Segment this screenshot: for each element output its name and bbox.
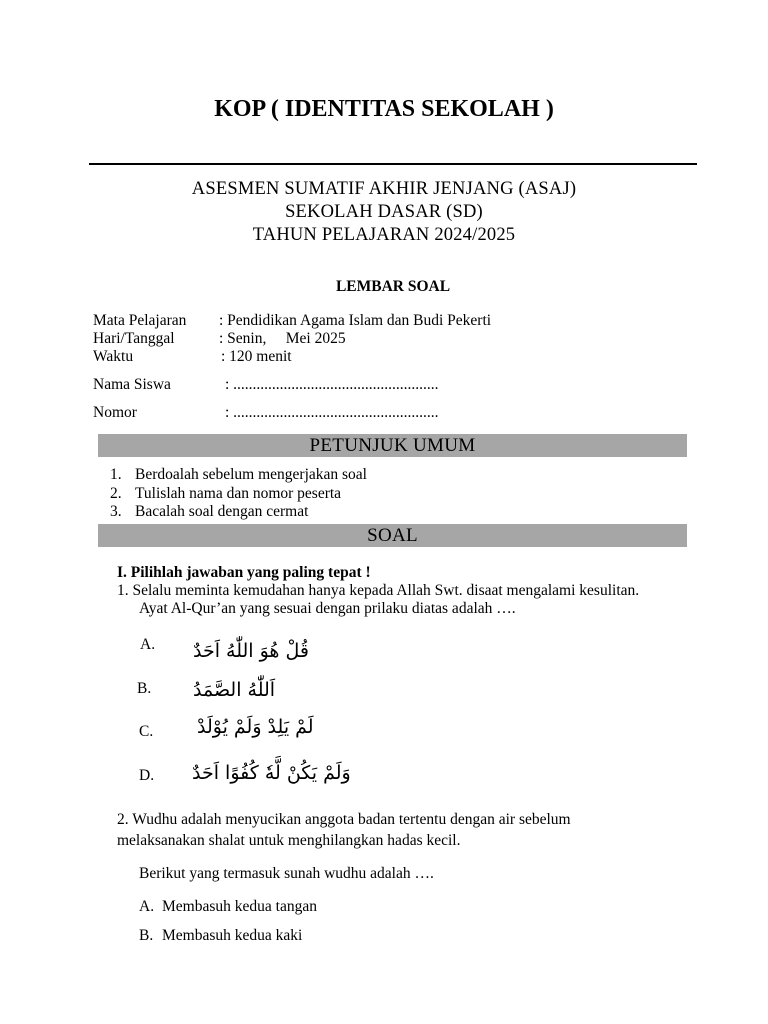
lembar-soal-title: LEMBAR SOAL [335, 278, 451, 295]
info-mapel-label: Mata Pelajaran [93, 312, 187, 329]
header-divider [89, 163, 697, 165]
q2-option-a-letter: A. [139, 898, 155, 915]
section-title: I. Pilihlah jawaban yang paling tepat ! [117, 564, 371, 581]
info-nama-label: Nama Siswa [93, 376, 171, 393]
soal-header: SOAL [98, 524, 687, 547]
info-nama [93, 376, 439, 394]
question-2-line3: Berikut yang termasuk sunah wudhu adalah …. [139, 865, 434, 882]
info-waktu-label: Waktu [93, 348, 134, 365]
option-b-arabic: اَللّٰهُ الصَّمَدُ [193, 679, 276, 701]
q2-option-a [139, 897, 317, 917]
info-mapel [93, 312, 491, 330]
petunjuk-umum-header: PETUNJUK UMUM [98, 434, 687, 457]
q2-option-b [139, 926, 302, 946]
q2-option-a-text: Membasuh kedua tangan [162, 898, 317, 915]
option-c-letter: C. [139, 723, 154, 740]
info-waktu-value: : 120 menit [221, 348, 292, 365]
info-nama-value: : ..................................................... [225, 376, 439, 393]
option-d-arabic: وَلَمْ يَكُنْ لَّهٗ كُفُوًا اَحَدٌ [192, 762, 351, 784]
q2-option-b-letter: B. [139, 927, 154, 944]
option-a-letter: A. [140, 636, 156, 653]
option-d-letter: D. [139, 767, 155, 784]
option-b-letter: B. [137, 680, 152, 697]
question-1-line2: Ayat Al-Qur’an yang sesuai dengan prilaku diatas adalah …. [139, 600, 516, 617]
info-hari-label: Hari/Tanggal [93, 330, 175, 347]
question-2-line1: 2. Wudhu adalah menyucikan anggota badan tertentu dengan air sebelum [117, 811, 571, 828]
petunjuk-list [110, 466, 367, 522]
info-nomor [93, 404, 439, 422]
question-2-line2: melaksanakan shalat untuk menghilangkan hadas kecil. [117, 832, 461, 849]
exam-header [0, 178, 768, 247]
info-waktu [93, 348, 292, 366]
school-level: SEKOLAH DASAR (SD) [285, 202, 483, 222]
list-item: 2. Tulislah nama dan nomor peserta [110, 484, 342, 502]
academic-year: TAHUN PELAJARAN 2024/2025 [252, 225, 516, 245]
info-hari-value: : Senin, Mei 2025 [219, 330, 346, 347]
info-nomor-value: : ..................................................... [225, 404, 439, 421]
info-hari [93, 330, 346, 348]
info-nomor-label: Nomor [93, 404, 137, 421]
list-item: 1. Berdoalah sebelum mengerjakan soal [110, 466, 367, 483]
exam-title: ASESMEN SUMATIF AKHIR JENJANG (ASAJ) [191, 179, 577, 199]
option-a-arabic: قُلْ هُوَ اللّٰهُ اَحَدٌ [193, 640, 309, 662]
q2-option-b-text: Membasuh kedua kaki [162, 927, 303, 944]
question-1-line1: 1. Selalu meminta kemudahan hanya kepada Allah Swt. disaat mengalami kesulitan. [117, 582, 640, 599]
kop-title: KOP ( IDENTITAS SEKOLAH ) [214, 96, 554, 122]
info-mapel-value: : Pendidikan Agama Islam dan Budi Pekerti [219, 312, 492, 329]
list-item: 3. Bacalah soal dengan cermat [110, 503, 309, 520]
option-c-arabic: لَمْ يَلِدْ وَلَمْ يُوْلَدْ [197, 716, 314, 738]
